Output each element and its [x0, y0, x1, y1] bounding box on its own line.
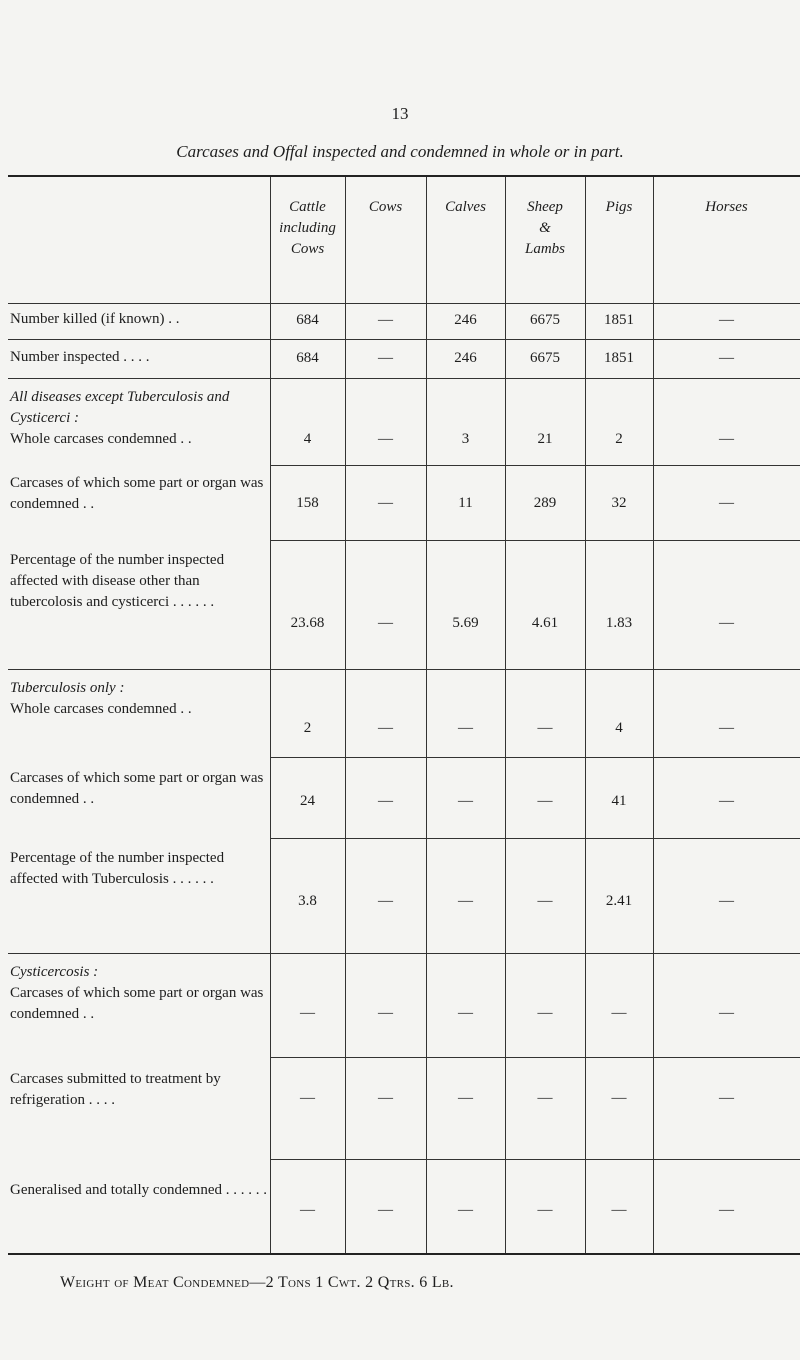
row-divider: [8, 669, 800, 670]
table-cell: —: [458, 893, 473, 909]
table-cell: —: [611, 1202, 627, 1218]
table-cell: —: [300, 1202, 315, 1218]
column-header-sheep-lambs: Sheep & Lambs: [524, 199, 565, 257]
row-divider: [8, 339, 800, 340]
table-cell: —: [458, 720, 473, 736]
table-cell: 23.68: [290, 615, 325, 631]
row-label-tuberculosis-part: Carcases of which some part or organ was condemned . .: [10, 770, 264, 807]
table-cell: —: [537, 1202, 553, 1218]
table-cell: 24: [300, 793, 315, 809]
table-cell: —: [719, 793, 734, 809]
row-label-all-diseases-whole: All diseases except Tuberculosis and Cysticerci : Whole carcases condemned . .: [10, 389, 230, 447]
column-header-cows: Cows: [368, 199, 403, 215]
table-cell: —: [611, 1005, 627, 1021]
row-divider: [8, 378, 800, 379]
row-label-refrigeration: Carcases submitted to treatment by refrigeration . . . .: [10, 1071, 221, 1108]
row-divider: [270, 838, 800, 839]
row-label-tuberculosis-whole: Tuberculosis only : Whole carcases condemned . .: [10, 680, 192, 717]
row-divider: [8, 953, 800, 954]
row-divider: [270, 465, 800, 466]
table-cell: —: [719, 1090, 734, 1106]
table-cell: 41: [611, 793, 627, 809]
row-label-all-diseases-percentage: Percentage of the number inspected affected with disease other than tubercolosis and cysticerci . . . . . .: [10, 552, 225, 610]
table-cell: 684: [296, 312, 319, 328]
table-cell: —: [719, 720, 734, 736]
row-divider: [270, 1057, 800, 1058]
table-cell: 684: [296, 350, 319, 366]
row-label-cysticercosis-part: Cysticercosis : Carcases of which some part or organ was condemned . .: [10, 964, 264, 1022]
table-cell: —: [537, 720, 553, 736]
table-cell: 289: [533, 495, 557, 511]
table-cell: 5.69: [452, 615, 479, 631]
inspection-table: [8, 175, 800, 1255]
row-label-number-killed: Number killed (if known) . .: [10, 311, 180, 327]
column-header-calves: Calves: [445, 199, 486, 215]
table-cell: 1851: [604, 350, 634, 366]
table-cell: —: [719, 312, 734, 328]
table-top-rule: [8, 175, 800, 177]
column-header-cattle: Cattle including Cows: [279, 199, 336, 257]
table-cell: —: [719, 615, 734, 631]
table-cell: 1851: [604, 312, 634, 328]
row-label-generalised: Generalised and totally condemned . . . . . .: [10, 1182, 268, 1198]
table-cell: —: [719, 495, 734, 511]
table-cell: —: [719, 431, 734, 447]
row-divider: [270, 540, 800, 541]
table-cell: 4.61: [531, 615, 559, 631]
table-cell: 2: [303, 720, 312, 736]
table-cell: —: [378, 1202, 393, 1218]
table-cell: 6675: [530, 312, 560, 328]
table-cell: 4: [303, 431, 312, 447]
table-cell: —: [378, 1090, 393, 1106]
table-cell: —: [378, 350, 393, 366]
row-label-all-diseases-part: Carcases of which some part or organ was condemned . .: [10, 475, 264, 512]
row-divider: [8, 303, 800, 304]
table-cell: —: [719, 893, 734, 909]
table-cell: 4: [615, 720, 623, 736]
table-cell: —: [378, 720, 393, 736]
table-cell: 6675: [530, 350, 560, 366]
table-cell: —: [719, 1005, 734, 1021]
table-cell: 11: [458, 495, 473, 511]
table-cell: 32: [611, 495, 627, 511]
table-cell: 246: [454, 312, 477, 328]
table-cell: —: [300, 1090, 315, 1106]
table-cell: —: [611, 1090, 627, 1106]
table-bottom-rule: [8, 1253, 800, 1255]
table-cell: 3: [461, 431, 470, 447]
table-cell: —: [458, 1202, 473, 1218]
table-cell: —: [719, 1202, 734, 1218]
table-cell: 2.41: [605, 893, 633, 909]
table-cell: —: [378, 1005, 393, 1021]
table-cell: —: [537, 1005, 553, 1021]
table-cell: —: [458, 1090, 473, 1106]
table-cell: —: [378, 615, 393, 631]
table-cell: —: [537, 893, 553, 909]
table-cell: —: [378, 893, 393, 909]
row-divider: [270, 1159, 800, 1160]
page-heading: Carcases and Offal inspected and condemned in whole or in part.: [176, 142, 624, 161]
row-label-number-inspected: Number inspected . . . .: [10, 349, 150, 365]
table-cell: 158: [296, 495, 319, 511]
table-cell: —: [300, 1005, 315, 1021]
page-number: 13: [391, 104, 409, 123]
table-cell: —: [378, 312, 393, 328]
table-cell: —: [378, 793, 393, 809]
table-cell: —: [378, 495, 393, 511]
column-header-horses: Horses: [705, 199, 748, 215]
table-cell: —: [378, 431, 393, 447]
weight-condemned-footer: Weight of Meat Condemned—2 Tons 1 Cwt. 2 Qtrs. 6 Lb.: [60, 1274, 454, 1291]
table-cell: —: [458, 793, 473, 809]
column-header-pigs: Pigs: [605, 199, 633, 215]
table-cell: 2: [615, 431, 623, 447]
table-cell: —: [537, 1090, 553, 1106]
row-divider: [270, 757, 800, 758]
table-cell: —: [458, 1005, 473, 1021]
table-cell: 246: [454, 350, 477, 366]
table-cell: 21: [537, 431, 553, 447]
table-cell: 1.83: [605, 615, 633, 631]
table-cell: 3.8: [298, 893, 317, 909]
table-cell: —: [537, 793, 553, 809]
table-cell: —: [719, 350, 734, 366]
row-label-tuberculosis-percentage: Percentage of the number inspected affected with Tuberculosis . . . . . .: [10, 850, 225, 887]
